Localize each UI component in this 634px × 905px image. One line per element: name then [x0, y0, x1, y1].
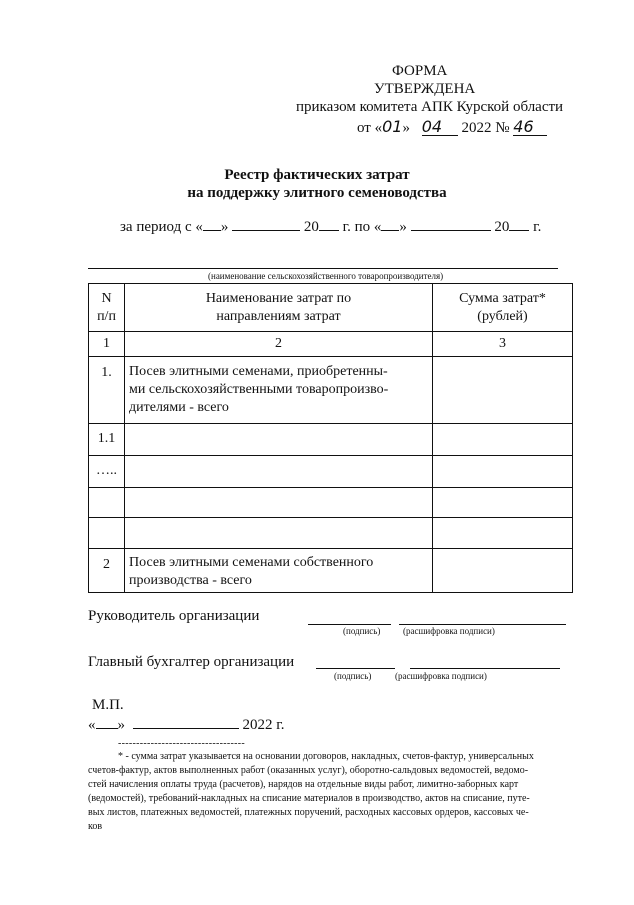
date-quote-open: « — [88, 717, 96, 733]
header-name-b: направлениям затрат — [216, 309, 341, 324]
row-num: 2 — [89, 549, 125, 593]
date-quote-close: » — [117, 717, 125, 733]
table-row — [89, 424, 573, 456]
blank-year-from — [319, 229, 339, 231]
row-name — [125, 488, 433, 518]
blank-year-to — [509, 229, 529, 231]
signing-date — [88, 717, 284, 734]
accountant-signature-line — [316, 668, 395, 669]
header-name — [125, 284, 433, 332]
header-sum-a: Сумма затрат* — [459, 291, 546, 306]
row-sum — [433, 357, 573, 424]
form-label: ФОРМА — [392, 63, 448, 79]
footnote-line: вых листов, платежных ведомостей, платежных поручений, расходных кассовых ордеров, кассовых че- — [88, 807, 529, 818]
row-sum — [433, 424, 573, 456]
row-sum — [433, 549, 573, 593]
table-row — [89, 549, 573, 593]
stamp-label: М.П. — [92, 697, 124, 713]
col-number-2: 2 — [125, 332, 433, 357]
period-year-to: 20 — [494, 219, 510, 235]
footnote-separator: ----------------------------------- — [118, 738, 246, 749]
row-name — [125, 518, 433, 549]
row-num: 1.1 — [89, 424, 125, 456]
row-name — [125, 549, 433, 593]
head-decode-line — [399, 624, 566, 625]
order-date — [357, 118, 547, 137]
col-number-3: 3 — [433, 332, 573, 357]
blank-sign-month — [133, 727, 239, 729]
document-title-line1: Реестр фактических затрат — [224, 167, 410, 183]
period-from-label: за период с « — [120, 219, 203, 235]
table-row — [89, 518, 573, 549]
row-name — [125, 424, 433, 456]
row-sum — [433, 456, 573, 488]
header-sum — [433, 284, 573, 332]
header-num-a: N — [101, 291, 112, 306]
column-number-row — [89, 332, 573, 357]
row-sum — [433, 488, 573, 518]
header-name-a: Наименование затрат по — [205, 291, 352, 306]
period-line — [120, 219, 541, 236]
head-decode-caption: (расшифровка подписи) — [403, 626, 495, 636]
handwritten-month: 04 — [422, 118, 458, 136]
handwritten-day: 01 — [382, 117, 403, 136]
header-num-b: п/п — [97, 309, 116, 324]
row-name-line: производства - всего — [129, 573, 252, 588]
accountant-signature-label: Главный бухгалтер организации — [88, 654, 295, 670]
order-text: приказом комитета АПК Курской области — [296, 99, 564, 115]
period-quote-to: » — [399, 219, 407, 235]
row-num: 1. — [89, 357, 125, 424]
row-name-line: Посев элитными семенами собственного — [129, 555, 374, 570]
period-to-label: г. по « — [342, 219, 382, 235]
row-sum — [433, 518, 573, 549]
producer-name-line — [88, 268, 558, 269]
table-row — [89, 456, 573, 488]
accountant-sign-caption: (подпись) — [334, 671, 372, 681]
footnote-line: * - сумма затрат указывается на основании договоров, накладных, счетов-фактур, универсальных — [118, 751, 534, 762]
table-header-row — [89, 284, 573, 332]
approved-label: УТВЕРЖДЕНА — [374, 81, 476, 97]
blank-month-to — [411, 229, 491, 231]
date-prefix: от « — [357, 120, 383, 136]
row-num — [89, 518, 125, 549]
accountant-decode-caption: (расшифровка подписи) — [395, 671, 487, 681]
blank-day-from — [203, 229, 221, 231]
handwritten-order-number: 46 — [513, 118, 547, 136]
header-sum-b: (рублей) — [477, 309, 528, 324]
blank-month-from — [232, 229, 300, 231]
row-name — [125, 456, 433, 488]
register-table — [88, 283, 573, 593]
blank-sign-day — [96, 727, 118, 729]
year-number-label: 2022 № — [461, 120, 510, 136]
footnote-line: (ведомостей), требований-накладных на списание материалов в производство, актов на списание, путе- — [88, 793, 530, 804]
header-num — [89, 284, 125, 332]
footnote-line: счетов-фактур, актов выполненных работ (оказанных услуг), оборотно-сальдовых ведомостей, ведомо- — [88, 765, 529, 776]
row-num: ….. — [89, 456, 125, 488]
document-title-line2: на поддержку элитного семеноводства — [187, 185, 447, 201]
row-name-line: дителями - всего — [129, 400, 229, 415]
row-name-line: ми сельскохозяйственными товаропроизво- — [129, 382, 389, 397]
date-mid: » — [402, 120, 410, 136]
period-quote: » — [220, 219, 229, 235]
head-sign-caption: (подпись) — [343, 626, 381, 636]
period-year-from: 20 — [303, 219, 319, 235]
footnote-line: ков — [88, 821, 103, 832]
table-row — [89, 357, 573, 424]
blank-day-to — [381, 229, 399, 231]
accountant-decode-line — [410, 668, 560, 669]
table-row — [89, 488, 573, 518]
head-signature-line — [308, 624, 391, 625]
row-name — [125, 357, 433, 424]
row-num — [89, 488, 125, 518]
period-suffix: г. — [533, 219, 542, 235]
row-name-line: Посев элитными семенами, приобретенны- — [129, 364, 388, 379]
footnote-line: стей начисления оплаты труда (расчетов), нарядов на отдельные виды работ, лимитно-заборных карт — [88, 779, 519, 790]
producer-caption: (наименование сельскохозяйственного товаропроизводителя) — [208, 271, 444, 281]
sign-year: 2022 г. — [242, 717, 285, 733]
col-number-1: 1 — [89, 332, 125, 357]
head-signature-label: Руководитель организации — [88, 608, 260, 624]
